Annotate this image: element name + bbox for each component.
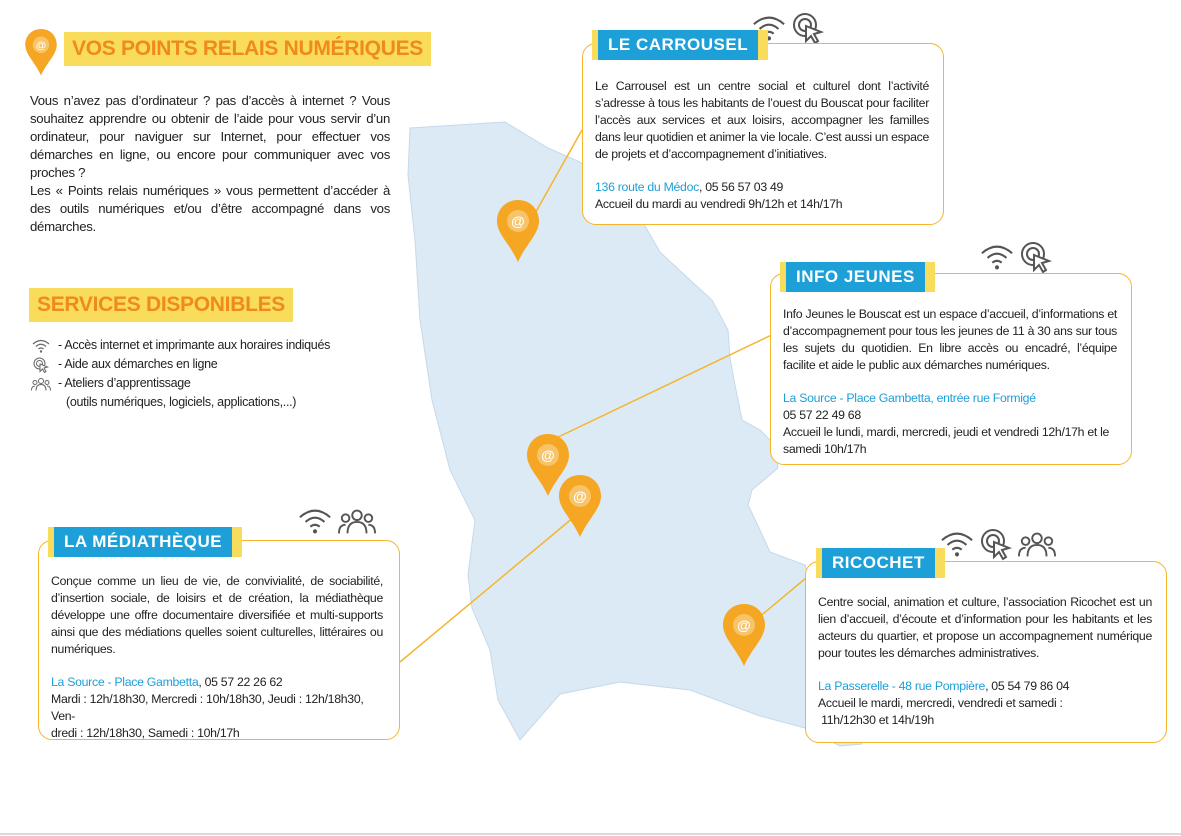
card-hours: Accueil du mardi au vendredi 9h/12h et 14h/17h [595, 197, 843, 211]
card-address[interactable]: La Source - Place Gambetta, entrée rue Formigé [783, 391, 1036, 405]
service-item-internet [30, 336, 330, 355]
card-mediatheque [38, 540, 400, 740]
services-list [30, 336, 330, 412]
card-contact [51, 674, 383, 691]
ricochet-icons [940, 528, 1056, 560]
divider [0, 833, 1181, 835]
cursor-icon [1020, 241, 1052, 273]
service-label: - Ateliers d’apprentissage [58, 376, 191, 390]
intro-text [30, 92, 390, 236]
card-address[interactable]: 136 route du Médoc [595, 180, 699, 194]
card-contact [818, 678, 1152, 695]
card-carrousel [582, 43, 944, 225]
card-description: Conçue comme un lieu de vie, de convivialité, de sociabilité, d’insertion sociale, de loisirs et de création, la médiathèque développe une offre documentaire diversifiée et multi-supports ainsi que des médiations quelles soient culturelles, littéraires ou numériques. [51, 574, 383, 656]
info-jeunes-icons [980, 241, 1052, 273]
card-ricochet [805, 561, 1167, 743]
service-label: - Aide aux démarches en ligne [58, 357, 218, 371]
page-title: VOS POINTS RELAIS NUMÉRIQUES [64, 32, 431, 66]
wifi-icon [940, 530, 974, 558]
intro-paragraph: Vous n’avez pas d’ordinateur ? pas d’accès à internet ? Vous souhaitez apprendre ou obtenir de l’aide pour vous servir d’un ordinateur, pour naviguer sur Internet, pour effectuer vos démarches en ligne, ou encore pour communiquer avec vos proches ? [30, 93, 390, 180]
card-phone: 05 57 22 49 68 [783, 408, 861, 422]
cursor-icon [980, 528, 1012, 560]
intro-paragraph: Les « Points relais numériques » vous permettent d’accéder à des outils numériques et/ou d’être accompagné dans vos démarches. [30, 183, 390, 234]
location-pin-icon [24, 29, 58, 77]
card-address[interactable]: La Passerelle - 48 rue Pompière [818, 679, 986, 693]
card-phone: , 05 57 22 26 62 [198, 675, 283, 689]
group-icon [338, 507, 376, 535]
card-info-jeunes [770, 273, 1132, 465]
services-title: SERVICES DISPONIBLES [29, 288, 293, 322]
card-title-mediatheque: LA MÉDIATHÈQUE [54, 527, 232, 557]
card-description: Centre social, animation et culture, l’association Ricochet est un lien d’accueil, d’écoute et d’information pour les habitants et les acteurs du quartier, et propose un accompagnement numérique pour toutes les démarches administratives. [818, 595, 1152, 660]
wifi-icon [30, 338, 52, 354]
card-title-carrousel: LE CARROUSEL [598, 30, 758, 60]
card-phone: , 05 56 57 03 49 [698, 180, 784, 194]
service-label: - Accès internet et imprimante aux horaires indiqués [58, 338, 331, 352]
cursor-icon [792, 12, 824, 44]
card-phone: , 05 54 79 86 04 [985, 679, 1070, 693]
mediatheque-icons [298, 507, 376, 535]
service-item-online-help [30, 355, 330, 374]
service-item-workshops [30, 374, 330, 393]
card-description: Info Jeunes le Bouscat est un espace d’accueil, d’informations et d’accompagnement pour tous les jeunes de 11 à 30 ans sur tous les sujets du quotidien. En libre accès ou encadré, l’équipe facilite et aide le public aux démarches numériques. [783, 307, 1117, 372]
card-hours: Mardi : 12h/18h30, Mercredi : 10h/18h30, Jeudi : 12h/18h30, Ven- [51, 692, 364, 723]
group-icon [1018, 530, 1056, 558]
card-hours: Accueil le lundi, mardi, mercredi, jeudi et vendredi 12h/17h et le samedi 10h/17h [783, 425, 1110, 456]
cursor-icon [30, 357, 52, 373]
card-hours: dredi : 12h/18h30, Samedi : 10h/17h [51, 726, 240, 740]
card-hours: Accueil le mardi, mercredi, vendredi et samedi : [818, 696, 1063, 710]
card-contact [595, 179, 929, 196]
card-hours: 11h/12h30 et 14h/19h [818, 713, 934, 727]
wifi-icon [298, 507, 332, 535]
card-title-ricochet: RICOCHET [822, 548, 935, 578]
wifi-icon [980, 243, 1014, 271]
card-description: Le Carrousel est un centre social et culturel dont l’activité s’adresse à tous les habitants de l’ouest du Bouscat pour faciliter l’accès aux services et aux loisirs, accompagner les familles dans leur quotidien et animer la vie locale. C’est aussi un espace de projets et d’accompagnement d’initiatives. [595, 79, 929, 161]
service-workshop-detail: (outils numériques, logiciels, applications,...) [66, 395, 297, 409]
card-title-info-jeunes: INFO JEUNES [786, 262, 925, 292]
group-icon [30, 376, 52, 392]
card-address[interactable]: La Source - Place Gambetta [51, 675, 199, 689]
